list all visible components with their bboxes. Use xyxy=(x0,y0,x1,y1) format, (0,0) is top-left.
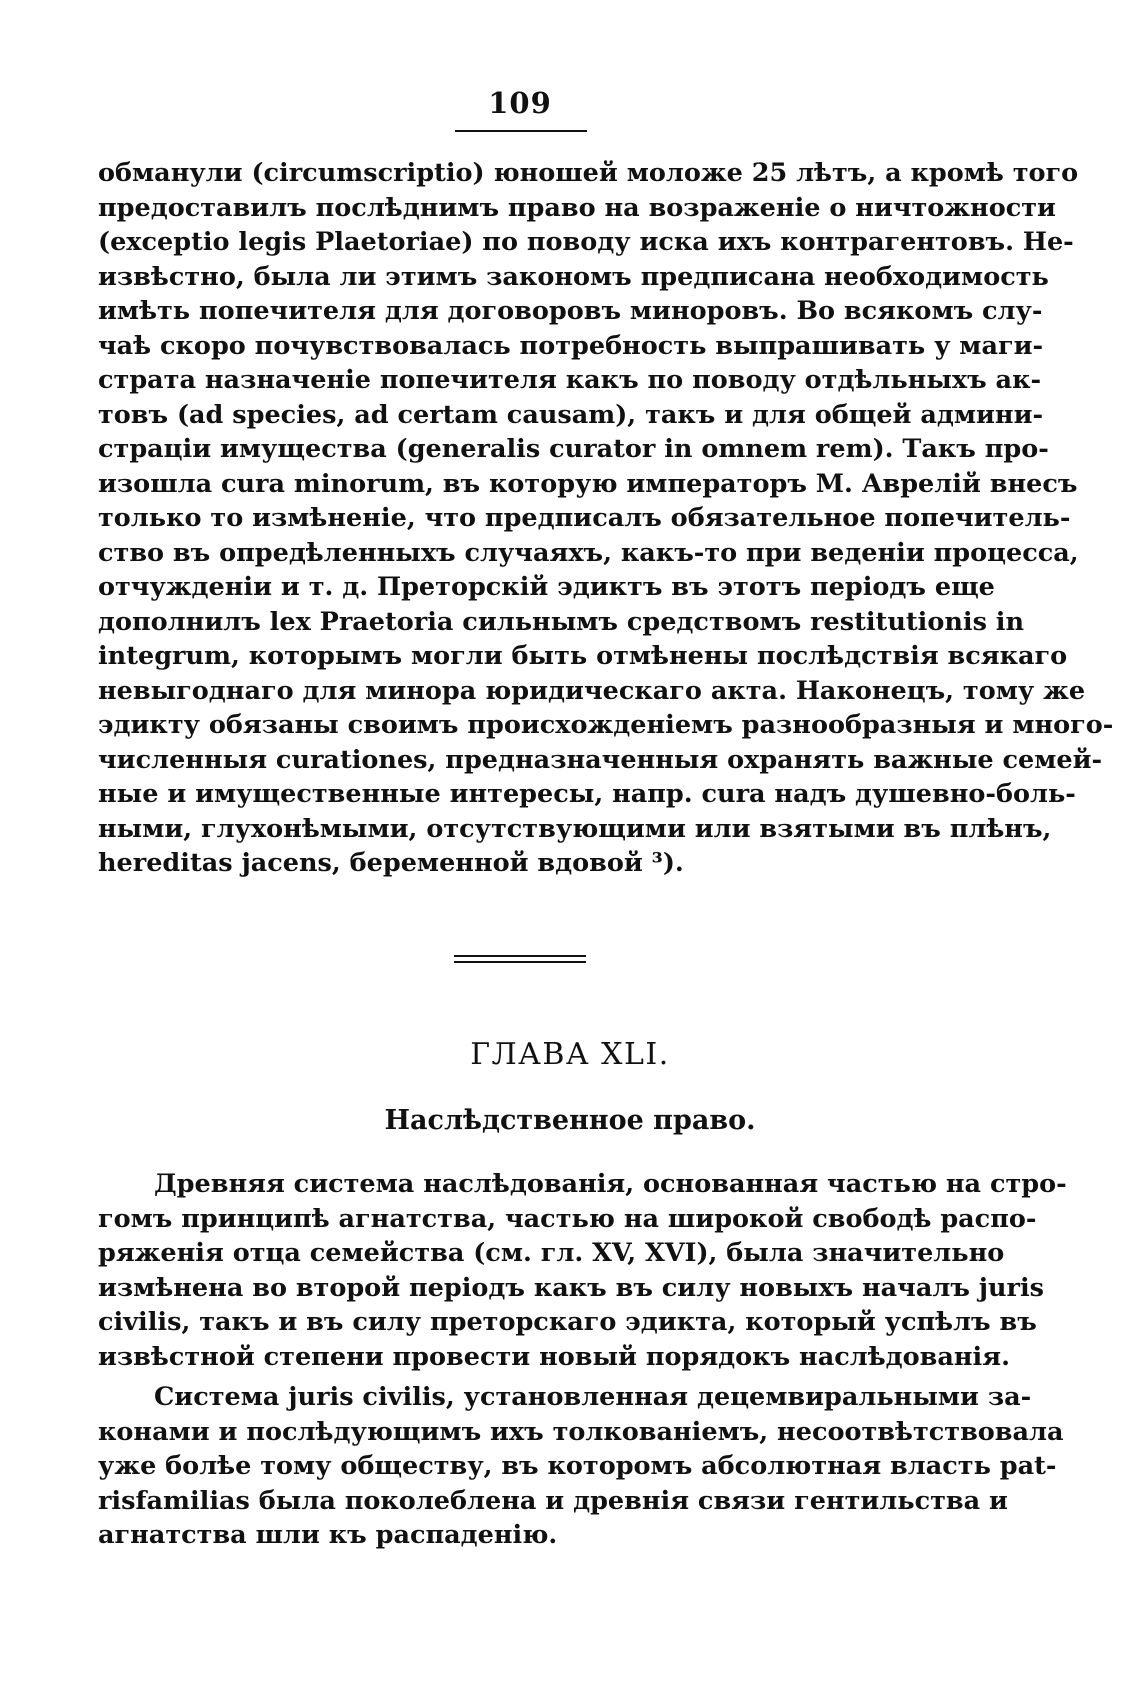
text-line: извѣстной степени провести новый порядокъ наслѣдованія. xyxy=(98,1341,1010,1372)
separator-rule xyxy=(454,955,586,957)
text-line: integrum, которымъ могли быть отмѣнены послѣдствія всякаго xyxy=(98,641,1068,671)
text-line: обманули (circumscriptio) юношей моложе 25 лѣтъ, а кромѣ того xyxy=(98,158,1079,188)
text-line: Система juris civilis, установленная децемвиральными за- xyxy=(154,1382,1032,1412)
text-line: имѣть попечителя для договоровъ миноровъ. Во всякомъ слу- xyxy=(98,296,1043,326)
text-line: извѣстно, была ли этимъ закономъ предписана необходимость xyxy=(98,261,1049,292)
text-line: агнатства шли къ распаденію. xyxy=(98,1520,558,1550)
text-line: изошла cura minorum, въ которую императоръ М. Аврелій внесъ xyxy=(98,468,1078,499)
text-line: невыгоднаго для минора юридическаго акта. Наконецъ, тому же xyxy=(98,675,1086,706)
text-line: ряженія отца семейства (см. гл. XV, XVI), была значительно xyxy=(98,1238,1005,1268)
text-line: численныя curationes, предназначенныя охранять важные семей- xyxy=(98,744,1103,775)
text-line: ными, глухонѣмыми, отсутствующими или взятыми въ плѣнъ, xyxy=(98,813,1052,844)
text-line: товъ (ad species, ad certam causam), такъ и для общей админи- xyxy=(98,399,1044,430)
text-line: civilis, такъ и въ силу преторскаго эдикта, который успѣлъ въ xyxy=(98,1307,1037,1337)
text-line: ство въ опредѣленныхъ случаяхъ, какъ-то при веденіи процесса, xyxy=(98,537,1079,568)
text-line: измѣнена во второй періодъ какъ въ силу новыхъ началъ juris xyxy=(98,1272,1045,1303)
text-line: Древняя система наслѣдованія, основанная частью на стро- xyxy=(154,1169,1067,1199)
text-line: только то измѣненіе, что предписалъ обязательное попечитель- xyxy=(98,503,1071,533)
text-line: дополнилъ lex Praetoria сильнымъ средствомъ restitutionis in xyxy=(98,606,1025,637)
chapter-subtitle: Наслѣдственное право. xyxy=(384,1105,756,1136)
text-line: эдикту обязаны своимъ происхожденіемъ разнообразныя и много- xyxy=(98,710,1114,740)
text-line: предоставилъ послѣднимъ право на возраженіе о ничтожности xyxy=(98,192,1056,223)
text-line: страта назначеніе попечителя какъ по поводу отдѣльныхъ ак- xyxy=(98,365,1042,395)
page-number: 109 xyxy=(488,86,552,120)
section-separator xyxy=(454,955,586,967)
text-line: чаѣ скоро почувствовалась потребность выпрашивать у маги- xyxy=(98,330,1044,361)
text-line: hereditas jacens, беременной вдовой ³). xyxy=(98,848,684,878)
text-line: конами и послѣдующимъ ихъ толкованіемъ, несоотвѣтствовала xyxy=(98,1416,1064,1447)
text-line: уже болѣе тому обществу, въ которомъ абсолютная власть pat- xyxy=(98,1451,1057,1481)
paragraph-continued xyxy=(98,156,1114,881)
chapter-title: ГЛАВА XLI. xyxy=(470,1037,670,1072)
chapter-body xyxy=(98,1167,1067,1553)
separator-rule xyxy=(454,961,586,963)
text-line: risfamilias была поколеблена и древнія связи гентильства и xyxy=(98,1485,1008,1516)
text-line: гомъ принципѣ агнатства, частью на широкой свободѣ распо- xyxy=(98,1203,1037,1234)
text-line: (exceptio legis Plaetoriae) по поводу иска ихъ контрагентовъ. Не- xyxy=(98,227,1074,257)
text-line: страціи имущества (generalis curator in omnem rem). Такъ про- xyxy=(98,434,1049,464)
page-number-underline xyxy=(455,130,587,132)
text-line: отчужденіи и т. д. Преторскій эдиктъ въ этотъ періодъ еще xyxy=(98,572,995,602)
text-line: ные и имущественные интересы, напр. cura надъ душевно-боль- xyxy=(98,779,1076,809)
